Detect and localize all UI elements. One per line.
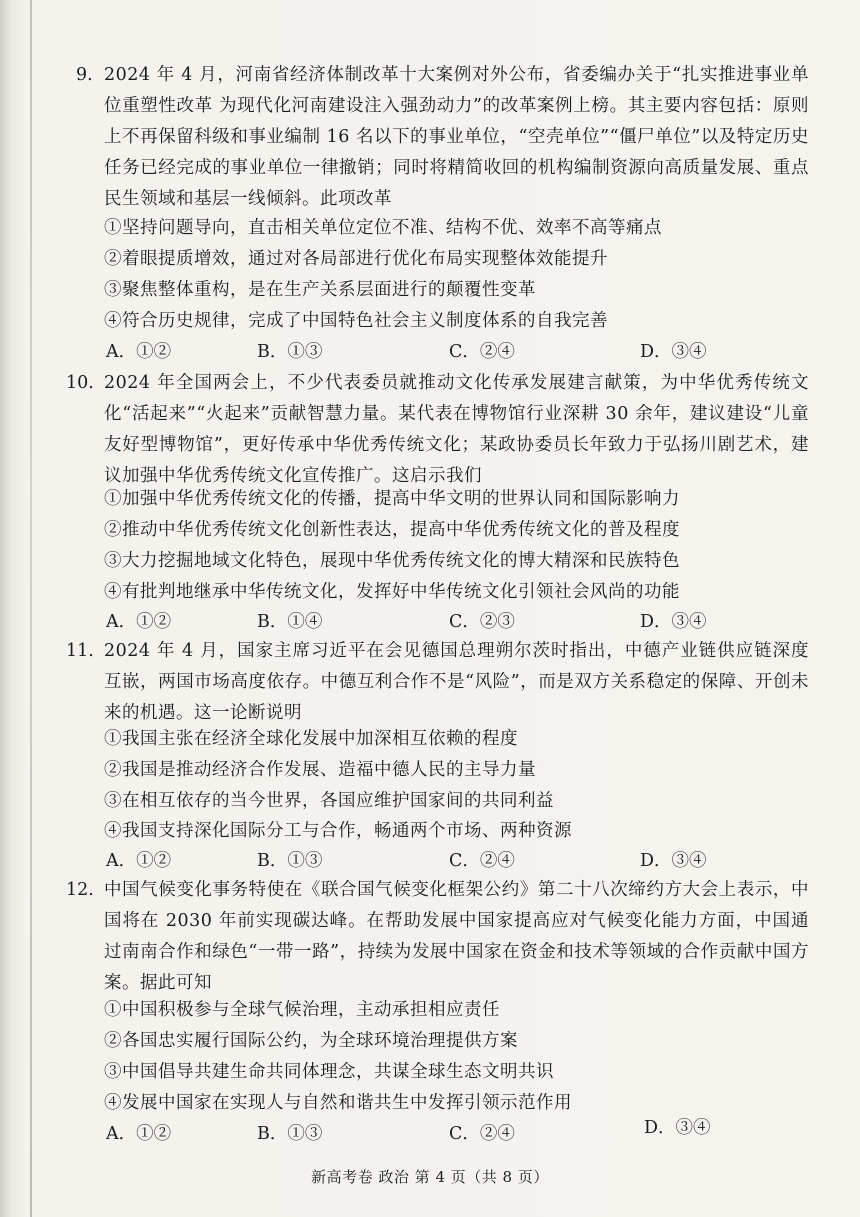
question-number: 12. — [66, 880, 94, 900]
question-stem: 2024 年 4 月，河南省经济体制改革十大案例对外公布，省委编办关于“扎实推进事业单位重塑性改革 为现代化河南建设注入强劲动力”的改革案例上榜。其主要内容包括：原则上不再保留科级和事业编制 16 名以下的事业单位，“空壳单位”“僵尸单位”以及特定历史任务已经完成的事业单位一律撤销；同时将精简收回的机构编制资源向高质量发展、重点民生领域和基层一线倾斜。此项改革 — [104, 65, 809, 209]
page-binding-edge — [30, 0, 32, 1217]
question-option: ③聚焦整体重构，是在生产关系层面进行的颠覆性变革 — [104, 280, 536, 300]
question-option: ①坚持问题导向，直击相关单位定位不准、结构不优、效率不高等痛点 — [104, 218, 662, 238]
question-option: ②推动中华优秀传统文化创新性表达，提高中华优秀传统文化的普及程度 — [104, 520, 680, 540]
page-footer: 新高考卷 政治 第 4 页（共 8 页） — [311, 1168, 549, 1186]
answer-choice-a: A．①② — [106, 851, 172, 871]
answer-choice-c: C．②④ — [449, 342, 515, 362]
question-number: 11. — [66, 641, 94, 661]
question-option: ②着眼提质增效，通过对各局部进行优化布局实现整体效能提升 — [104, 249, 608, 269]
question-option: ①加强中华优秀传统文化的传播，提高中华文明的世界认同和国际影响力 — [104, 489, 680, 509]
question-option: ①我国主张在经济全球化发展中加深相互依赖的程度 — [104, 729, 518, 749]
question-option: ②各国忠实履行国际公约，为全球环境治理提供方案 — [104, 1031, 518, 1051]
question-option: ④发展中国家在实现人与自然和谐共生中发挥引领示范作用 — [104, 1093, 572, 1113]
question-option: ④有批判地继承中华传统文化，发挥好中华传统文化引领社会风尚的功能 — [104, 582, 680, 602]
question-option: ①中国积极参与全球气候治理，主动承担相应责任 — [104, 1000, 500, 1020]
question-option: ④我国支持深化国际分工与合作，畅通两个市场、两种资源 — [104, 821, 572, 841]
answer-choice-a: A．①② — [106, 1124, 172, 1144]
question-stem: 中国气候变化事务特使在《联合国气候变化框架公约》第二十八次缔约方大会上表示，中国将在 2030 年前实现碳达峰。在帮助发展中国家提高应对气候变化能力方面，中国通过南南合作和绿色“一带一路”，持续为发展中国家在资金和技术等领域的合作贡献中国方案。据此可知 — [104, 880, 809, 993]
answer-choice-d: D．③④ — [640, 851, 707, 871]
answer-choice-c: C．②④ — [449, 851, 515, 871]
answer-choice-b: B．①④ — [257, 612, 323, 632]
answer-choice-b: B．①③ — [257, 851, 323, 871]
answer-choice-c: C．②③ — [449, 612, 515, 632]
question-stem: 2024 年 4 月，国家主席习近平在会见德国总理朔尔茨时指出，中德产业链供应链深度互嵌，两国市场高度依存。中德互利合作不是“风险”，而是双方关系稳定的保障、开创未来的机遇。这一论断说明 — [104, 641, 809, 723]
question-number: 9. — [76, 65, 93, 85]
question-option: ③中国倡导共建生命共同体理念，共谋全球生态文明共识 — [104, 1062, 554, 1082]
question-option: ③大力挖掘地域文化特色，展现中华优秀传统文化的博大精深和民族特色 — [104, 551, 680, 571]
answer-choice-a: A．①② — [106, 612, 172, 632]
question-option: ④符合历史规律，完成了中国特色社会主义制度体系的自我完善 — [104, 311, 608, 331]
answer-choice-c: C．②④ — [449, 1124, 515, 1144]
question-option: ②我国是推动经济合作发展、造福中德人民的主导力量 — [104, 760, 536, 780]
answer-choice-a: A．①② — [106, 342, 172, 362]
question-number: 10. — [66, 373, 94, 393]
answer-choice-b: B．①③ — [257, 342, 323, 362]
answer-choice-d: D．③④ — [644, 1118, 711, 1138]
answer-choice-d: D．③④ — [640, 612, 707, 632]
answer-choice-d: D．③④ — [640, 342, 707, 362]
question-stem: 2024 年全国两会上，不少代表委员就推动文化传承发展建言献策，为中华优秀传统文化“活起来”“火起来”贡献智慧力量。某代表在博物馆行业深耕 30 余年，建议建设“儿童友好型博物馆”，更好传承中华优秀传统文化；某政协委员长年致力于弘扬川剧艺术，建议加强中华优秀传统文化宣传推广。这启示我们 — [104, 373, 809, 486]
answer-choice-b: B．①③ — [257, 1124, 323, 1144]
question-option: ③在相互依存的当今世界，各国应维护国家间的共同利益 — [104, 791, 554, 811]
